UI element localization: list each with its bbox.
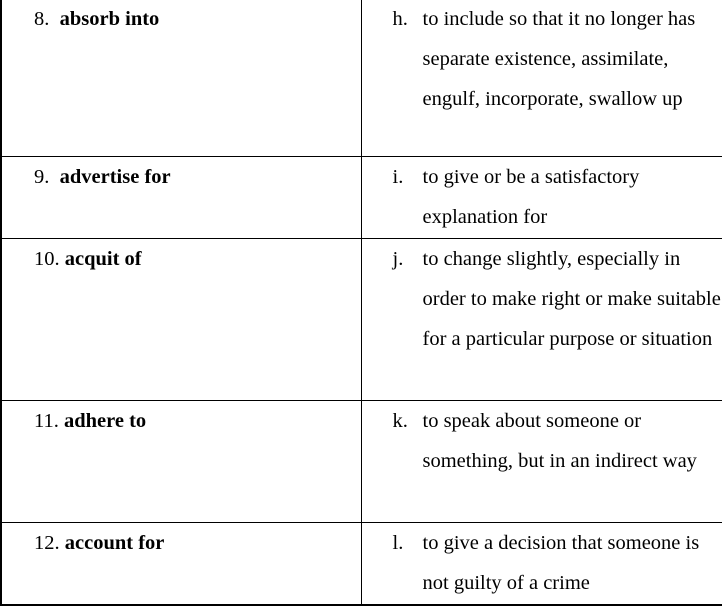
term-number: 10. xyxy=(34,239,60,279)
term-word: advertise for xyxy=(60,166,171,188)
definition-cell xyxy=(361,401,722,523)
definition-letter: k. xyxy=(393,401,408,441)
term-cell xyxy=(1,239,361,401)
definition-letter: j. xyxy=(393,239,404,279)
term-word: account for xyxy=(65,532,165,554)
definition-cell xyxy=(361,239,722,401)
term-number: 12. xyxy=(34,523,60,563)
term-cell xyxy=(1,0,361,157)
term-cell xyxy=(1,157,361,239)
definition-cell xyxy=(361,157,722,239)
definition-text: to speak about someone or something, but in an indirect way xyxy=(423,401,722,481)
definition-text: to change slightly, especially in order to make right or make suitable for a particular purpose or situation xyxy=(423,239,722,359)
term-cell xyxy=(1,523,361,605)
term-number: 9. xyxy=(34,157,49,197)
definition-text: to give a decision that someone is not guilty of a crime xyxy=(423,523,722,603)
term-number: 11. xyxy=(34,401,59,441)
definition-cell xyxy=(361,0,722,157)
definition-text: to include so that it no longer has separate existence, assimilate, engulf, incorporate, swallow up xyxy=(423,0,722,119)
table-row xyxy=(1,0,722,157)
definition-letter: i. xyxy=(393,157,404,197)
definition-text: to give or be a satisfactory explanation for xyxy=(423,157,722,237)
term-number: 8. xyxy=(34,0,49,39)
term-word: absorb into xyxy=(60,8,160,30)
table-row xyxy=(1,239,722,401)
term-word: acquit of xyxy=(65,248,142,270)
table-row xyxy=(1,157,722,239)
definition-letter: h. xyxy=(393,0,408,39)
definition-letter: l. xyxy=(393,523,404,563)
table-row xyxy=(1,401,722,523)
definition-cell xyxy=(361,523,722,605)
term-cell xyxy=(1,401,361,523)
table-row xyxy=(1,523,722,605)
term-word: adhere to xyxy=(64,410,146,432)
